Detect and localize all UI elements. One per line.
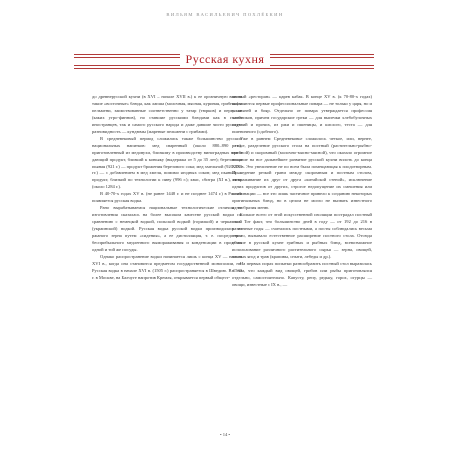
left-text-column bbox=[92, 94, 242, 282]
chapter-title-text: Русская кухня bbox=[180, 52, 271, 66]
paragraph: В средневековый период сложились также большинство русских национальных напитков: мед сваренный (около 880–890 гг.), приготовленный из медовухи, близкому в производству виноградных вин и дающий продукт, близкий к коньяку (выдержка от 5 до 35 лет); березовица пьяная (921 г.) — продукт брожения березового сока; мед хмельной (920–930 гг.) — с добавлением в мед хмеля, помимо ягодных соков; мед пьяный — продукт, близкий по технологии к пиву (996 г.); квас, сбитра (XI в.), пиво (около 1284 г.). bbox=[92, 135, 242, 190]
paragraph: до древнерусской кухни (в XVI – начале XVII в.) к ее органичную вошли такие «восточные» блюда, как лапша (молочная, мясная, куриная, грибная) и пельмени, заимствованные соответственно у татар (тюрков) и пермяков (каких угро-финнов), но ставшие русскими блюдами как в глазах иностранцев, так и самого русского народа и даже давшие чисто русскую разновидность — кундюмы (жареные пельмени с грибами). bbox=[92, 94, 242, 134]
paragraph: Уже в раннем Средневековье сложилось четкое, или, вернее, резкое, разделение русского стола на постный (растительно-рыбно-грибной) и скоромный (молочно-мясно-мясной), что оказало огромное влияние на все дальнейшее развитие русской кухни вплоть до конца XIX в. Это увеличение не по всем была помещающая к плодотворным. Проведение резкой грани между скоромным и постным столом, отгораживание их друг от друга «китайской стеной», исключение одних продуктов от других, строгое недопущение их смешения или комбинации — все это лишь частичное привело к созданию некоторых оригинальных блюд, но в целом не могло не вызвать известного однообразия меню. bbox=[232, 135, 372, 211]
paragraph: В 40-70-х годах XV в. (не ранее 1448 г. и не позднее 1474 г.) в России появляется русская водка. bbox=[92, 191, 242, 204]
running-head: ВИЛЬЯМ ВАСИЛЬЕВИЧ ПОХЛЁБКИН bbox=[166, 12, 284, 17]
paragraph: венный «ресторан» — царев кабак. В конце XV в. (к 70-80-х годах) появляются первые профессиональные повара — не только у царя, но и у князей и бояр. Отдельно от повара утверждается профессия хлебников, причем государские греки — для выпечки хлебобулочных изделий и прочих, из ржи и пшеницы, и кислого, теста — для пшеничного (сдобного). bbox=[232, 94, 372, 134]
chapter-title bbox=[0, 52, 450, 67]
right-text-column bbox=[232, 94, 372, 289]
paragraph: Больше всего от этой искусственной изоляции пострадал постный стол. Тот факт, что большинство дней в году — от 192 до 216 в различные годы — считались постными, а посты соблюдались весьма строго, вызывало естественное расширение постного стола. Отсюда обилие в русской кухне грибных и рыбных блюд, всевозможное использование различного растительного сырья — зерна, овощей, лесных ягод и трав (крапивы, сныти, лебеды и др.). bbox=[232, 212, 372, 259]
paragraph: Рано вырабатываемся национальные технологические отличия ее изготовления сказалась на более высоком качестве русской водки по сравнению с немецкой водкой, польской водкой (горилкой) и черкасской (украинской) водкой. Русская водка русской водки производилась из ржаного зерна путем «сидения», а ее дистилляция, т. е. посредством бесприбыльного медленного вымораживания и конденсации в проделах одной и той же посуды. bbox=[92, 205, 242, 252]
page-number: • 14 • bbox=[219, 432, 231, 437]
paragraph: На первых порах попытки разнообразить постный стол выразилась в том, что каждый вид овощей, грибов или рыбы приготовлялся отдельно, самостоятельно. Капусту, репу, редьку, горох, огурцы — овощи, известные с IX в., — bbox=[232, 260, 372, 287]
paragraph: Однако распространение водки начинается лишь с конца XV — начала XVI в., когда она становится предметом государственной монополии, не. Русская водка в начале XVI в. (1505 г.) распространяется в Шведию. В 1533 г. в Москве, на Балчуге напротив Кремля, открывается первый общест- bbox=[92, 253, 242, 280]
